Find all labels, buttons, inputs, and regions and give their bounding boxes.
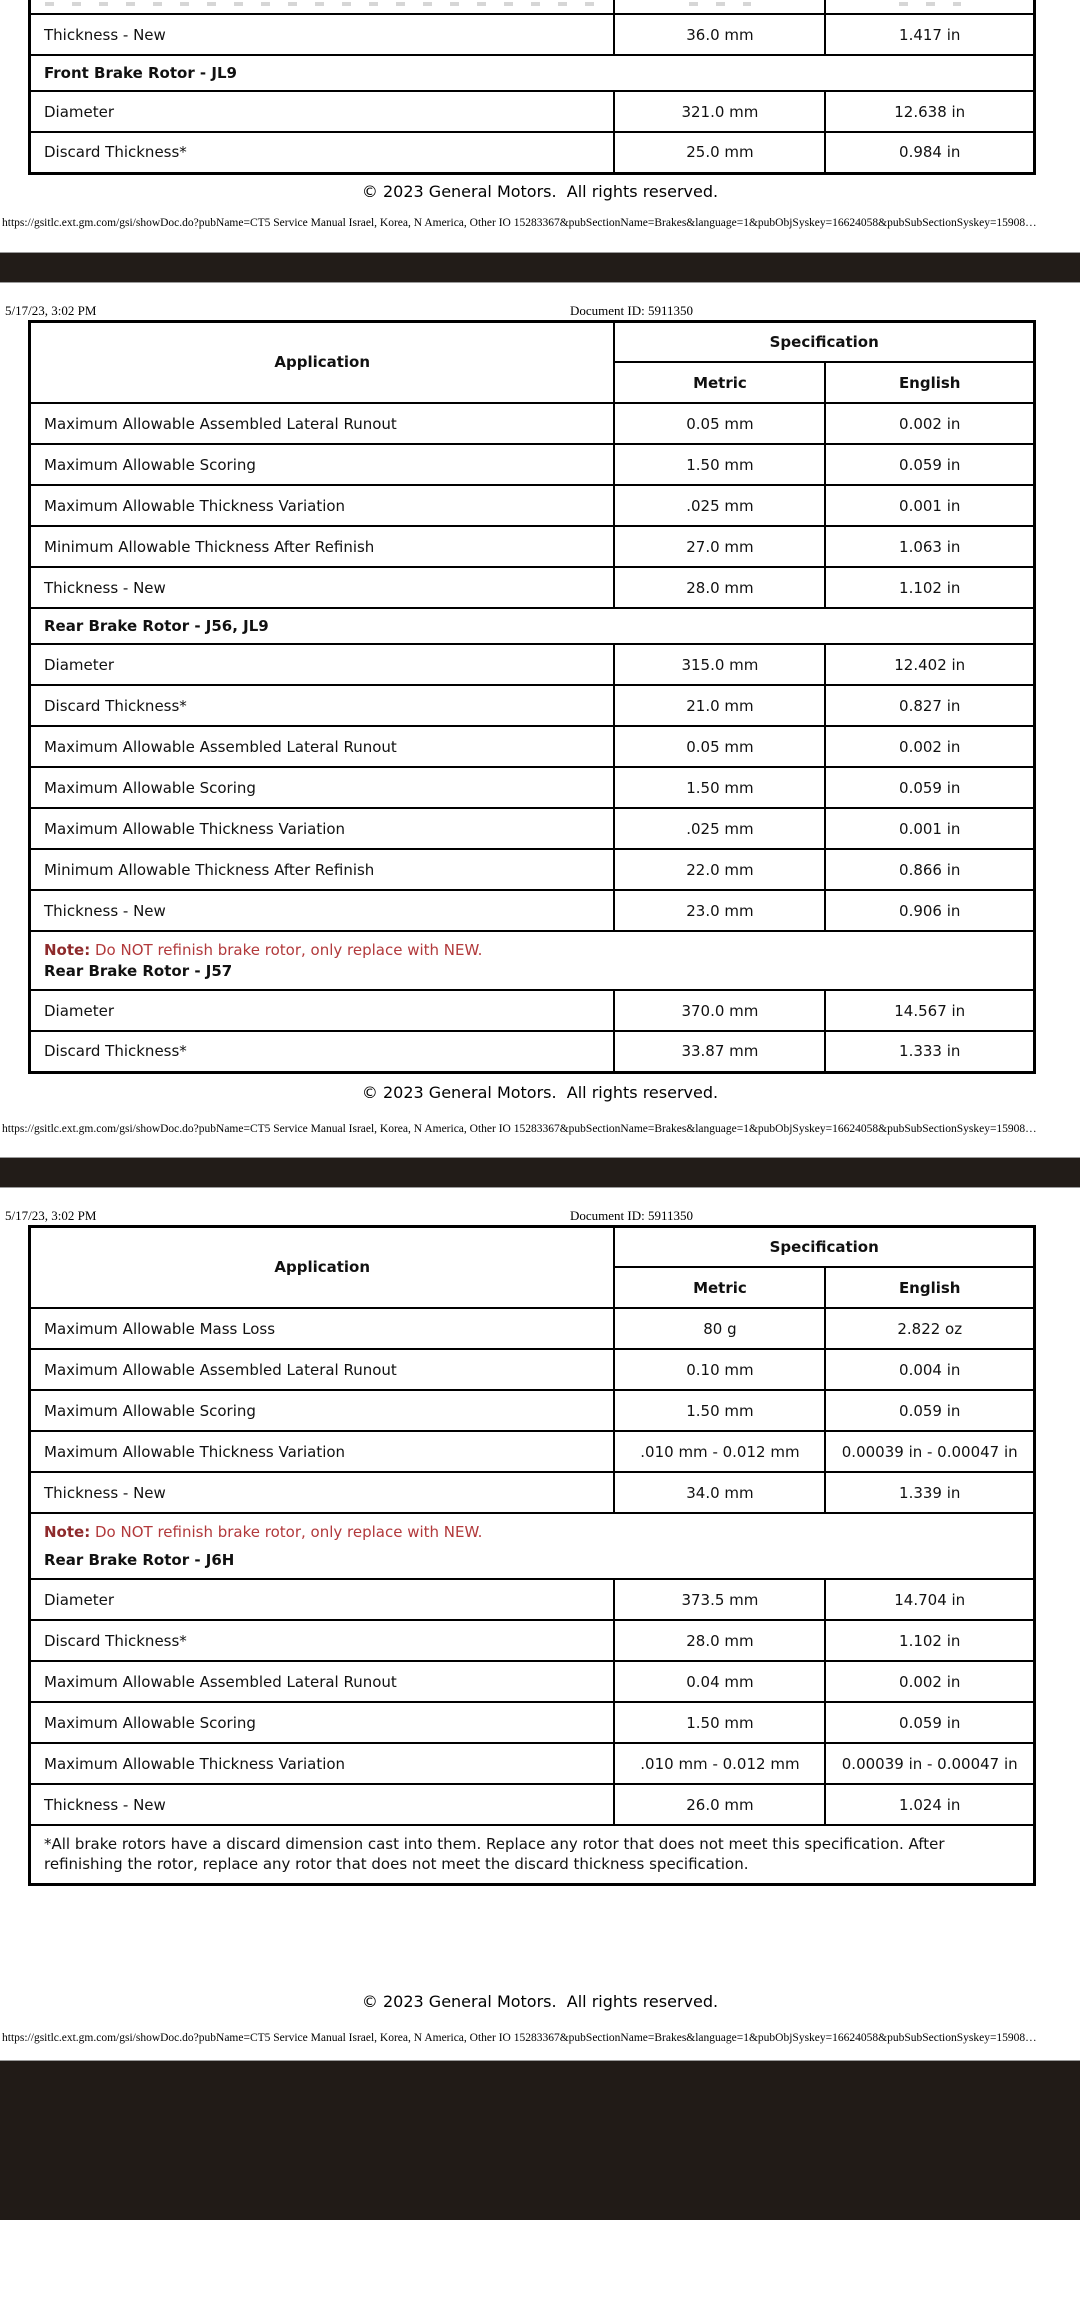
spec-metric: .010 mm - 0.012 mm bbox=[614, 1431, 825, 1472]
application-header: Application bbox=[30, 1226, 615, 1308]
section-row bbox=[30, 608, 1035, 644]
table-row bbox=[30, 485, 1035, 526]
spec-label: Maximum Allowable Thickness Variation bbox=[30, 485, 615, 526]
spec-metric: 80 g bbox=[614, 1308, 825, 1349]
specification-header: Specification bbox=[614, 1226, 1034, 1267]
note bbox=[44, 1523, 1020, 1541]
table-row bbox=[30, 567, 1035, 608]
spec-metric: 370.0 mm bbox=[614, 990, 825, 1031]
table-row bbox=[30, 1661, 1035, 1702]
spec-label: Maximum Allowable Thickness Variation bbox=[30, 1431, 615, 1472]
spec-label: Minimum Allowable Thickness After Refinish bbox=[30, 849, 615, 890]
spec-label: Thickness - New bbox=[30, 14, 615, 55]
table-row bbox=[30, 767, 1035, 808]
metric-header: Metric bbox=[614, 362, 825, 403]
table-row bbox=[30, 849, 1035, 890]
footnote-row bbox=[30, 1825, 1035, 1884]
table-row bbox=[30, 14, 1035, 55]
metric-header: Metric bbox=[614, 1267, 825, 1308]
section-row bbox=[30, 55, 1035, 91]
spec-english: 1.339 in bbox=[825, 1472, 1034, 1513]
spec-label: Thickness - New bbox=[30, 1472, 615, 1513]
spec-label: Minimum Allowable Thickness After Refinish bbox=[30, 526, 615, 567]
spec-metric: 321.0 mm bbox=[614, 91, 825, 132]
note-label: Note: bbox=[44, 941, 91, 959]
table-row bbox=[30, 990, 1035, 1031]
table-row bbox=[30, 526, 1035, 567]
spec-label: Thickness - New bbox=[30, 890, 615, 931]
spec-english: 0.059 in bbox=[825, 1702, 1034, 1743]
spec-label: Maximum Allowable Mass Loss bbox=[30, 1308, 615, 1349]
section-title: Rear Brake Rotor - J6H bbox=[44, 1551, 235, 1569]
spec-english: 0.004 in bbox=[825, 1349, 1034, 1390]
spec-english: 0.002 in bbox=[825, 403, 1034, 444]
spec-english: 12.402 in bbox=[825, 644, 1034, 685]
spec-label: Maximum Allowable Scoring bbox=[30, 1390, 615, 1431]
spec-english: 0.001 in bbox=[825, 808, 1034, 849]
spec-label: Maximum Allowable Thickness Variation bbox=[30, 1743, 615, 1784]
spec-english: 0.906 in bbox=[825, 890, 1034, 931]
spec-english: 0.866 in bbox=[825, 849, 1034, 890]
section-title: Rear Brake Rotor - J56, JL9 bbox=[30, 608, 1035, 644]
spec-metric: 0.05 mm bbox=[614, 726, 825, 767]
note-text: Do NOT refinish brake rotor, only replace with NEW. bbox=[94, 1523, 483, 1541]
page-footer-copyright: © 2023 General Motors. All rights reserved. bbox=[361, 1991, 719, 2011]
spec-metric: 0.05 mm bbox=[614, 403, 825, 444]
spec-metric: .010 mm - 0.012 mm bbox=[614, 1743, 825, 1784]
spec-label: Maximum Allowable Assembled Lateral Runout bbox=[30, 403, 615, 444]
note-label: Note: bbox=[44, 1523, 91, 1541]
spec-english: 1.102 in bbox=[825, 567, 1034, 608]
spec-label: Discard Thickness* bbox=[30, 1620, 615, 1661]
page-header-datetime: 5/17/23, 3:02 PM bbox=[5, 302, 97, 318]
spec-english: 2.822 oz bbox=[825, 1308, 1034, 1349]
table-row bbox=[30, 1784, 1035, 1825]
spec-label: Maximum Allowable Assembled Lateral Runout bbox=[30, 1661, 615, 1702]
spec-label: Maximum Allowable Scoring bbox=[30, 767, 615, 808]
spec-metric: 373.5 mm bbox=[614, 1579, 825, 1620]
spec-label: Diameter bbox=[30, 644, 615, 685]
spec-metric: 0.04 mm bbox=[614, 1661, 825, 1702]
spec-english: 0.002 in bbox=[825, 726, 1034, 767]
table-row bbox=[30, 1620, 1035, 1661]
note-row bbox=[30, 931, 1035, 990]
page-footer-copyright: © 2023 General Motors. All rights reserved. bbox=[361, 1082, 719, 1102]
header-row bbox=[30, 1226, 1035, 1267]
spec-label: Diameter bbox=[30, 1579, 615, 1620]
page-separator-bar bbox=[0, 252, 1080, 283]
spec-metric: 21.0 mm bbox=[614, 685, 825, 726]
spec-label: Discard Thickness* bbox=[30, 132, 615, 173]
spec-metric: 26.0 mm bbox=[614, 1784, 825, 1825]
spec-english: 0.827 in bbox=[825, 685, 1034, 726]
spec-english: 0.984 in bbox=[825, 132, 1034, 173]
spec-label: Diameter bbox=[30, 91, 615, 132]
spec-label: Diameter bbox=[30, 990, 615, 1031]
spec-metric: 1.50 mm bbox=[614, 1390, 825, 1431]
end-of-document-block bbox=[0, 2060, 1080, 2220]
specification-header: Specification bbox=[614, 321, 1034, 362]
spec-english: 14.567 in bbox=[825, 990, 1034, 1031]
spec-english: 0.059 in bbox=[825, 1390, 1034, 1431]
page-footer-copyright: © 2023 General Motors. All rights reserved. bbox=[361, 181, 719, 201]
table-row bbox=[30, 685, 1035, 726]
spec-metric: 36.0 mm bbox=[614, 14, 825, 55]
note-text: Do NOT refinish brake rotor, only replace with NEW. bbox=[94, 941, 483, 959]
spec-label: Thickness - New bbox=[30, 1784, 615, 1825]
spec-label: Maximum Allowable Thickness Variation bbox=[30, 808, 615, 849]
spec-metric: 22.0 mm bbox=[614, 849, 825, 890]
section-title: Rear Brake Rotor - J57 bbox=[44, 962, 233, 980]
spec-metric: 1.50 mm bbox=[614, 767, 825, 808]
rear-brake-rotor-spec-table-1 bbox=[28, 320, 1036, 1074]
note bbox=[44, 941, 1020, 959]
page-header-datetime: 5/17/23, 3:02 PM bbox=[5, 1207, 97, 1223]
spec-metric: 27.0 mm bbox=[614, 526, 825, 567]
document-id: Document ID: 5911350 bbox=[570, 1207, 693, 1223]
spec-label: Maximum Allowable Scoring bbox=[30, 444, 615, 485]
note-row bbox=[30, 1513, 1035, 1579]
table-row bbox=[30, 403, 1035, 444]
table-row bbox=[30, 132, 1035, 173]
rear-brake-rotor-spec-table-2 bbox=[28, 1225, 1036, 1886]
table-footnote: *All brake rotors have a discard dimension cast into them. Replace any rotor that does not meet this specification. After refinishing the rotor, replace any rotor that does not meet the discard thickness specification. bbox=[30, 1825, 1035, 1884]
clipped-cell bbox=[825, 0, 1034, 14]
spec-label: Discard Thickness* bbox=[30, 1031, 615, 1072]
spec-metric: 315.0 mm bbox=[614, 644, 825, 685]
clipped-cell bbox=[30, 0, 615, 14]
table-row bbox=[30, 1702, 1035, 1743]
english-header: English bbox=[825, 362, 1034, 403]
spec-label: Maximum Allowable Assembled Lateral Runout bbox=[30, 1349, 615, 1390]
spec-metric: .025 mm bbox=[614, 808, 825, 849]
spec-english: 0.00039 in - 0.00047 in bbox=[825, 1743, 1034, 1784]
page-header bbox=[0, 303, 1080, 320]
table-row bbox=[30, 1031, 1035, 1072]
spec-label: Discard Thickness* bbox=[30, 685, 615, 726]
spec-metric: 34.0 mm bbox=[614, 1472, 825, 1513]
page-header bbox=[0, 1208, 1080, 1225]
document-id: Document ID: 5911350 bbox=[570, 302, 693, 318]
spec-english: 0.059 in bbox=[825, 444, 1034, 485]
table-row bbox=[30, 1349, 1035, 1390]
spec-metric: 1.50 mm bbox=[614, 444, 825, 485]
spec-label: Maximum Allowable Scoring bbox=[30, 1702, 615, 1743]
spec-metric: 23.0 mm bbox=[614, 890, 825, 931]
spec-metric: 28.0 mm bbox=[614, 1620, 825, 1661]
spec-english: 12.638 in bbox=[825, 91, 1034, 132]
table-row bbox=[30, 1472, 1035, 1513]
table-row bbox=[30, 1431, 1035, 1472]
table-row bbox=[30, 1579, 1035, 1620]
page-footer-url: https://gsitlc.ext.gm.com/gsi/showDoc.do?pubName=CT5 Service Manual Israel, Korea, N America, Other IO 15283367&pubSectionName=Brakes&language=1&pubObjSyskey=16624058&pubSubSectionSyskey=15908… bbox=[2, 1122, 1037, 1135]
section-title: Front Brake Rotor - JL9 bbox=[30, 55, 1035, 91]
table-row bbox=[30, 808, 1035, 849]
page-separator-bar bbox=[0, 1157, 1080, 1188]
spec-english: 1.024 in bbox=[825, 1784, 1034, 1825]
page-footer-url: https://gsitlc.ext.gm.com/gsi/showDoc.do?pubName=CT5 Service Manual Israel, Korea, N America, Other IO 15283367&pubSectionName=Brakes&language=1&pubObjSyskey=16624058&pubSubSectionSyskey=15908… bbox=[2, 2031, 1037, 2044]
spec-english: 1.417 in bbox=[825, 14, 1034, 55]
table-row bbox=[30, 91, 1035, 132]
clipped-cell bbox=[614, 0, 825, 14]
spec-english: 1.333 in bbox=[825, 1031, 1034, 1072]
page-footer-url: https://gsitlc.ext.gm.com/gsi/showDoc.do?pubName=CT5 Service Manual Israel, Korea, N America, Other IO 15283367&pubSectionName=Brakes&language=1&pubObjSyskey=16624058&pubSubSectionSyskey=15908… bbox=[2, 216, 1037, 229]
spec-english: 1.102 in bbox=[825, 1620, 1034, 1661]
table-row bbox=[30, 444, 1035, 485]
spec-metric: 25.0 mm bbox=[614, 132, 825, 173]
table-row bbox=[30, 890, 1035, 931]
spec-english: 14.704 in bbox=[825, 1579, 1034, 1620]
spec-label: Thickness - New bbox=[30, 567, 615, 608]
spec-metric: 0.10 mm bbox=[614, 1349, 825, 1390]
spec-metric: .025 mm bbox=[614, 485, 825, 526]
spec-metric: 28.0 mm bbox=[614, 567, 825, 608]
spec-metric: 33.87 mm bbox=[614, 1031, 825, 1072]
front-brake-rotor-spec-table bbox=[28, 0, 1036, 175]
table-row bbox=[30, 1390, 1035, 1431]
spec-label: Maximum Allowable Assembled Lateral Runout bbox=[30, 726, 615, 767]
table-row bbox=[30, 1743, 1035, 1784]
table-row bbox=[30, 644, 1035, 685]
english-header: English bbox=[825, 1267, 1034, 1308]
spec-english: 0.00039 in - 0.00047 in bbox=[825, 1431, 1034, 1472]
spec-english: 0.059 in bbox=[825, 767, 1034, 808]
spec-english: 0.001 in bbox=[825, 485, 1034, 526]
clipped-table-row bbox=[30, 0, 1035, 14]
header-row bbox=[30, 321, 1035, 362]
table-row bbox=[30, 1308, 1035, 1349]
application-header: Application bbox=[30, 321, 615, 403]
spec-english: 1.063 in bbox=[825, 526, 1034, 567]
spec-metric: 1.50 mm bbox=[614, 1702, 825, 1743]
table-row bbox=[30, 726, 1035, 767]
spec-english: 0.002 in bbox=[825, 1661, 1034, 1702]
